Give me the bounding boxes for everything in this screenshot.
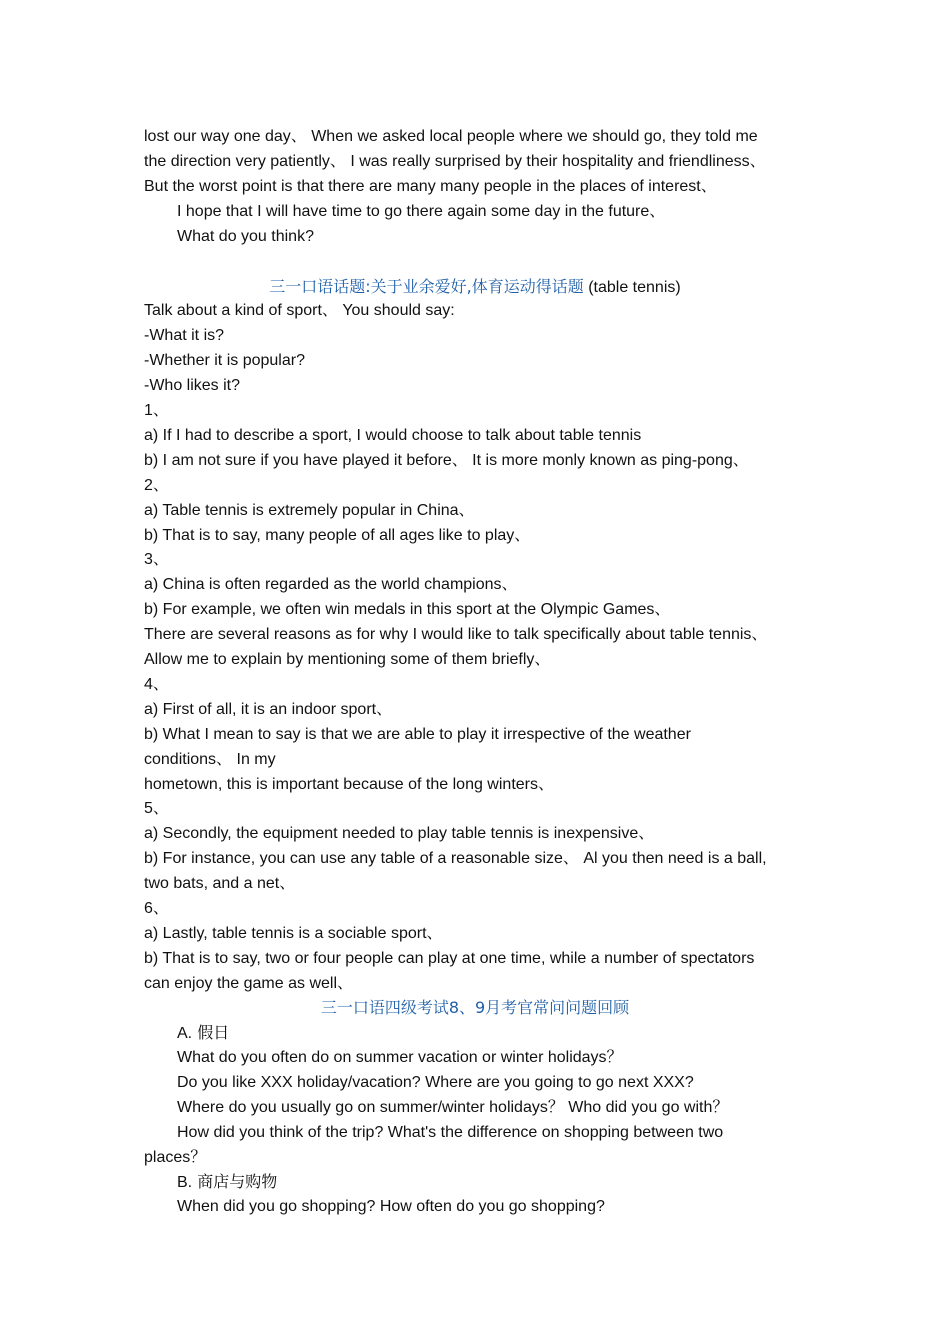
paragraph-line: can enjoy the game as well、 — [144, 975, 354, 992]
paragraph-line: Do you like XXX holiday/vacation? Where are you going to go next XXX? — [177, 1074, 694, 1091]
paragraph-line: a) China is often regarded as the world champions、 — [144, 576, 518, 593]
paragraph-line: the direction very patiently、 I was really surprised by their hospitality and friendliness、 — [144, 153, 766, 170]
paragraph-line: 1、 — [144, 402, 169, 419]
paragraph-line: Allow me to explain by mentioning some of them briefly、 — [144, 651, 551, 668]
paragraph-line: hometown, this is important because of the long winters、 — [144, 776, 554, 793]
paragraph-line: -Who likes it? — [144, 377, 241, 394]
section-heading-table-tennis — [0, 277, 950, 298]
paragraph-line: 2、 — [144, 477, 169, 494]
paragraph-line: -Whether it is popular? — [144, 352, 305, 369]
paragraph-line: a) Secondly, the equipment needed to play table tennis is inexpensive、 — [144, 825, 655, 842]
paragraph-line: b) That is to say, two or four people can play at one time, while a number of spectators — [144, 950, 755, 967]
paragraph-line: a) Lastly, table tennis is a sociable sport、 — [144, 925, 443, 942]
paragraph-line: What do you think? — [177, 228, 314, 245]
paragraph-line: 3、 — [144, 551, 169, 568]
paragraph-line: two bats, and a net、 — [144, 875, 296, 892]
paragraph-line: -What it is? — [144, 327, 225, 344]
paragraph-line: There are several reasons as for why I would like to talk specifically about table tennis、 — [144, 626, 768, 643]
heading-english: (table tennis) — [583, 279, 681, 296]
paragraph-line: I hope that I will have time to go there again some day in the future、 — [177, 203, 666, 220]
paragraph-line: a) Table tennis is extremely popular in China、 — [144, 502, 475, 519]
paragraph-line: What do you often do on summer vacation or winter holidays？ — [177, 1049, 623, 1066]
heading-chinese: 三一口语话题:关于业余爱好,体育运动得话题 — [269, 277, 584, 296]
paragraph-line: 4、 — [144, 676, 169, 693]
section-heading-exam-review: 三一口语四级考试8、9月考官常问问题回顾 — [320, 998, 630, 1017]
paragraph-line: 5、 — [144, 800, 169, 817]
paragraph-line: a) If I had to describe a sport, I would choose to talk about table tennis — [144, 427, 642, 444]
paragraph-line: a) First of all, it is an indoor sport、 — [144, 701, 393, 718]
paragraph-line: But the worst point is that there are many many people in the places of interest、 — [144, 178, 717, 195]
paragraph-line: Where do you usually go on summer/winter holidays？ Who did you go with？ — [177, 1099, 729, 1116]
paragraph-line: lost our way one day、 When we asked local people where we should go, they told me — [144, 128, 758, 145]
paragraph-line: b) For instance, you can use any table of a reasonable size、 Al you then need is a ball, — [144, 850, 767, 867]
paragraph-line: How did you think of the trip? What's the difference on shopping between two — [177, 1124, 724, 1141]
subsection-b-heading: B. 商店与购物 — [177, 1172, 278, 1191]
paragraph-line: places？ — [144, 1149, 207, 1166]
paragraph-line: 6、 — [144, 900, 169, 917]
paragraph-line: Talk about a kind of sport、 You should say: — [144, 302, 455, 319]
paragraph-line: conditions、 In my — [144, 751, 276, 768]
paragraph-line: b) I am not sure if you have played it before、 It is more monly known as ping-pong、 — [144, 452, 749, 469]
paragraph-line: When did you go shopping? How often do you go shopping? — [177, 1198, 605, 1215]
paragraph-line: b) For example, we often win medals in this sport at the Olympic Games、 — [144, 601, 671, 618]
subsection-a-heading: A. 假日 — [177, 1023, 230, 1042]
paragraph-line: b) What I mean to say is that we are able to play it irrespective of the weather — [144, 726, 691, 743]
paragraph-line: b) That is to say, many people of all ages like to play、 — [144, 527, 531, 544]
